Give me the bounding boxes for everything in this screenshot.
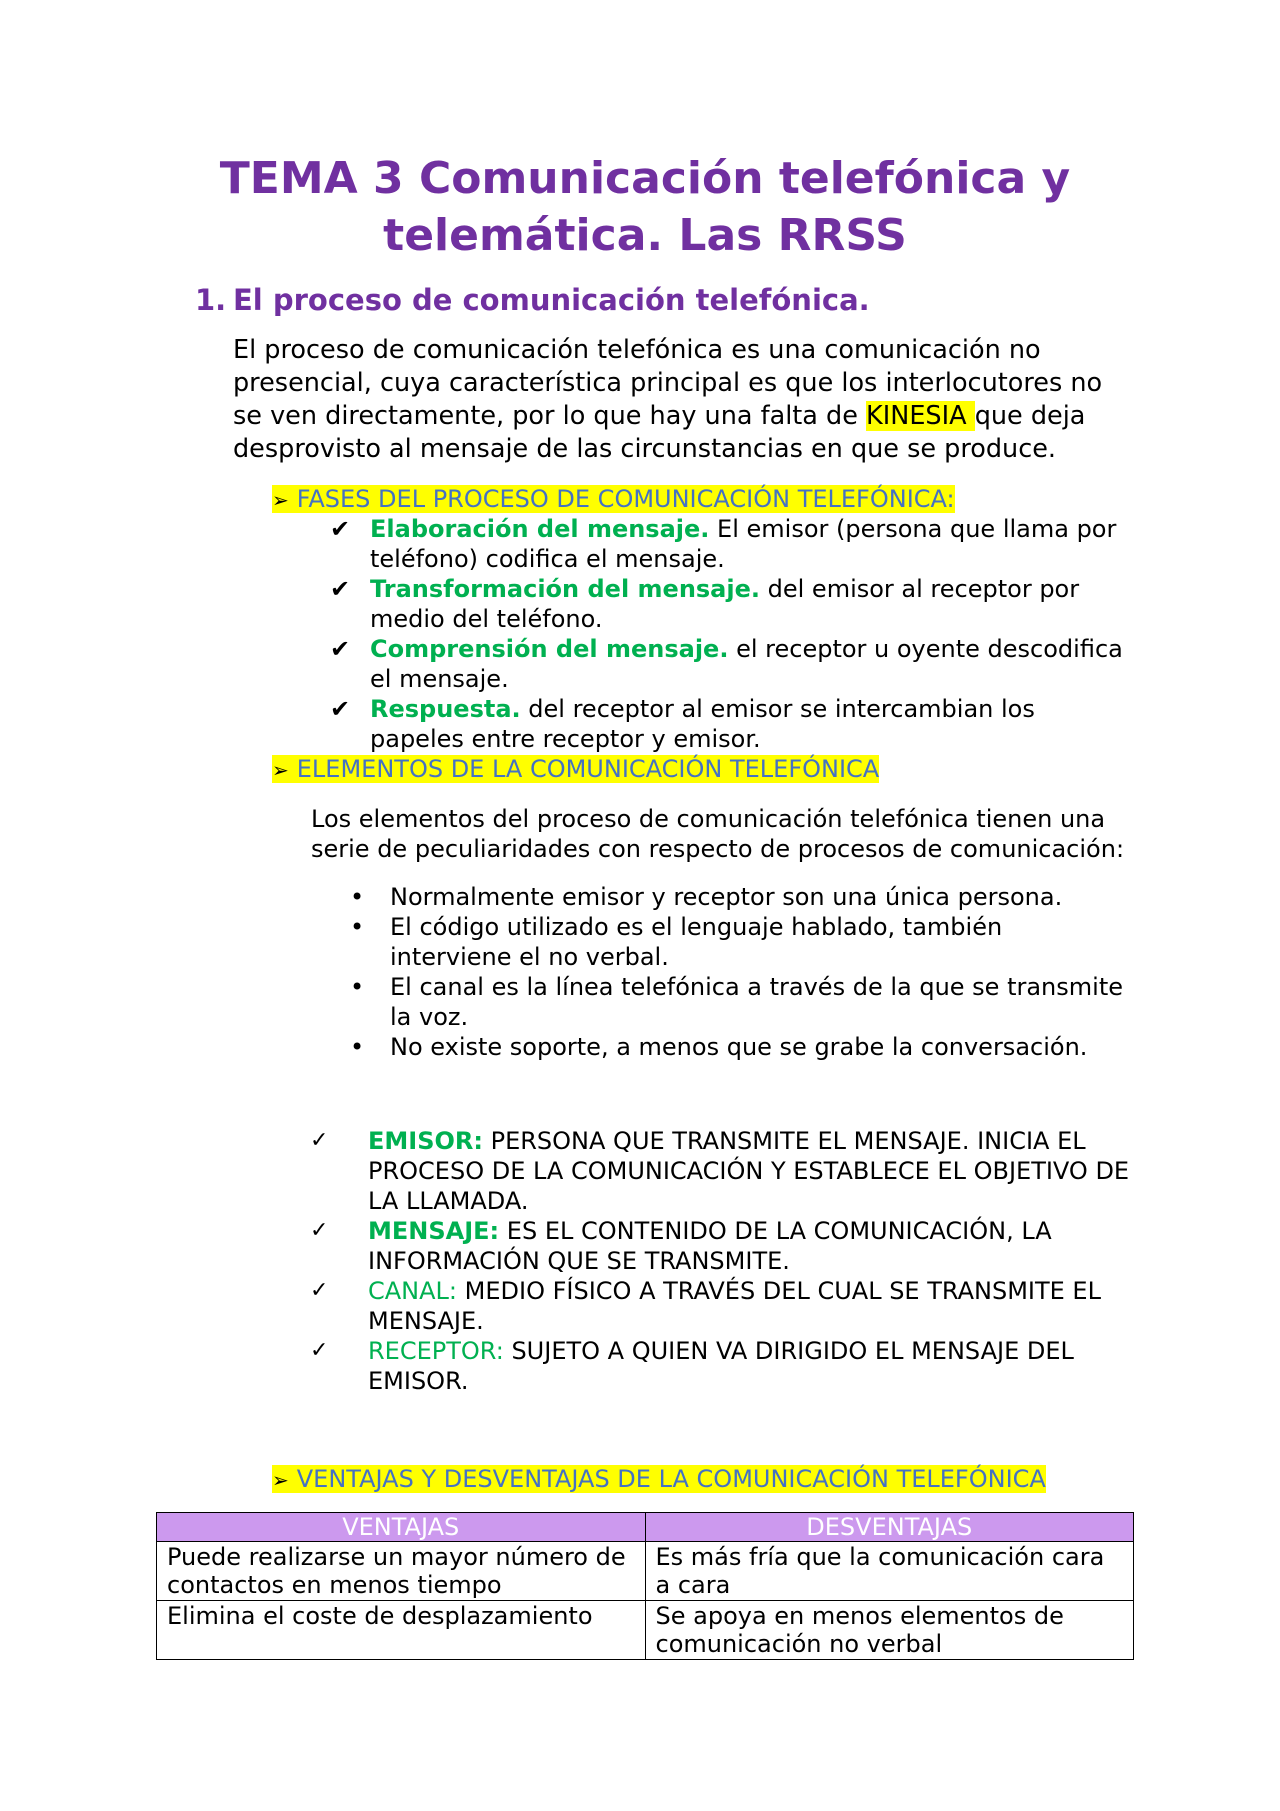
fase-term: Elaboración del mensaje. (370, 515, 710, 543)
title-line-1: TEMA 3 Comunicación telefónica y (219, 153, 1071, 204)
list-item (330, 694, 1130, 754)
bullet-dot-icon: • (350, 1033, 365, 1061)
table-cell: Elimina el coste de desplazamiento (157, 1601, 646, 1660)
list-item (350, 882, 1130, 912)
ventajas-heading-text: VENTAJAS Y DESVENTAJAS DE LA COMUNICACIÓN TELEFÓNICA (296, 1465, 1046, 1493)
elementos-paragraph: Los elementos del proceso de comunicación telefónica tienen una serie de peculiaridades con respecto de procesos de comunicación: (311, 805, 1125, 863)
table-row (157, 1601, 1134, 1660)
list-item (350, 1032, 1130, 1062)
document-title (150, 150, 1140, 264)
definition-text: MEDIO FÍSICO A TRAVÉS DEL CUAL SE TRANSMITE EL MENSAJE. (368, 1277, 1101, 1335)
fases-heading-text: FASES DEL PROCESO DE COMUNICACIÓN TELEFÓNICA: (296, 485, 955, 513)
list-item (350, 912, 1130, 972)
definition-term: CANAL: (368, 1277, 458, 1305)
fase-text: del emisor al receptor por medio del teléfono. (370, 575, 1080, 633)
bullet-dot-icon: • (350, 883, 365, 911)
bullet-dot-icon: • (350, 913, 365, 941)
title-line-2: telemática. Las RRSS (383, 210, 907, 261)
list-item (310, 1216, 1140, 1276)
definition-term: MENSAJE: (368, 1217, 500, 1245)
arrow-bullet-icon: ➢ (272, 1468, 289, 1492)
intro-paragraph (233, 334, 1133, 466)
list-item (330, 634, 1130, 694)
table-cell: Se apoya en menos elementos de comunicación no verbal (645, 1601, 1134, 1660)
elementos-heading-text: ELEMENTOS DE LA COMUNICACIÓN TELEFÓNICA (296, 755, 880, 783)
intro-text-end: que deja desprovisto al mensaje de las circunstancias en que se produce. (233, 401, 1086, 464)
checkmark-icon: ✔ (330, 695, 351, 723)
fase-term: Comprensión del mensaje. (370, 635, 729, 663)
section-number: 1. (195, 283, 227, 317)
fases-heading (272, 484, 955, 515)
bullet-text: Normalmente emisor y receptor son una única persona. (390, 883, 1063, 911)
fase-text: El emisor (persona que llama por teléfono) codifica el mensaje. (370, 515, 1117, 573)
list-item (310, 1126, 1140, 1216)
bullet-dot-icon: • (350, 973, 365, 1001)
checkmark-icon: ✔ (330, 635, 351, 663)
list-item (310, 1276, 1140, 1336)
checkmark-icon: ✔ (330, 515, 351, 543)
definition-term: EMISOR: (368, 1127, 483, 1155)
elementos-heading (272, 754, 879, 785)
list-item (330, 514, 1130, 574)
fase-term: Transformación del mensaje. (370, 575, 760, 603)
fase-term: Respuesta. (370, 695, 521, 723)
table-row (157, 1542, 1134, 1601)
bullet-text: El canal es la línea telefónica a través de la que se transmite la voz. (390, 973, 1123, 1031)
list-item (310, 1336, 1140, 1396)
ventajas-heading (272, 1464, 1046, 1495)
ventajas-table (156, 1512, 1134, 1660)
checkmark-icon: ✔ (330, 575, 351, 603)
list-item (350, 972, 1130, 1032)
section-heading (195, 280, 870, 320)
checkmark-icon: ✓ (310, 1128, 329, 1153)
checkmark-icon: ✓ (310, 1218, 329, 1243)
checkmark-icon: ✓ (310, 1338, 329, 1363)
elementos-bullet-list (350, 882, 1130, 1062)
bullet-text: No existe soporte, a menos que se grabe la conversación. (390, 1033, 1088, 1061)
intro-text-start: El proceso de comunicación telefónica es una comunicación no presencial, cuya característica principal es que los interlocutores no se ven directamente, por lo que hay una falta de (233, 335, 1103, 431)
checkmark-icon: ✓ (310, 1278, 329, 1303)
definitions-list (310, 1126, 1140, 1396)
highlight-kinesia: KINESIA (866, 401, 975, 431)
fase-text: el receptor u oyente descodifica el mensaje. (370, 635, 1123, 693)
section-title: El proceso de comunicación telefónica. (233, 283, 870, 317)
definition-text: ES EL CONTENIDO DE LA COMUNICACIÓN, LA INFORMACIÓN QUE SE TRANSMITE. (368, 1217, 1052, 1275)
definition-term: RECEPTOR: (368, 1337, 504, 1365)
column-header-ventajas: VENTAJAS (157, 1513, 646, 1542)
arrow-bullet-icon: ➢ (272, 488, 289, 512)
fase-text: del receptor al emisor se intercambian los papeles entre receptor y emisor. (370, 695, 1035, 753)
bullet-text: El código utilizado es el lenguaje hablado, también interviene el no verbal. (390, 913, 1003, 971)
fases-list (330, 514, 1130, 754)
column-header-desventajas: DESVENTAJAS (645, 1513, 1134, 1542)
table-header-row (157, 1513, 1134, 1542)
table-cell: Puede realizarse un mayor número de contactos en menos tiempo (157, 1542, 646, 1601)
arrow-bullet-icon: ➢ (272, 758, 289, 782)
definition-text: PERSONA QUE TRANSMITE EL MENSAJE. INICIA EL PROCESO DE LA COMUNICACIÓN Y ESTABLECE EL OBJETIVO DE LA LLAMADA. (368, 1127, 1130, 1215)
definition-text: SUJETO A QUIEN VA DIRIGIDO EL MENSAJE DEL EMISOR. (368, 1337, 1074, 1395)
table-cell: Es más fría que la comunicación cara a cara (645, 1542, 1134, 1601)
list-item (330, 574, 1130, 634)
